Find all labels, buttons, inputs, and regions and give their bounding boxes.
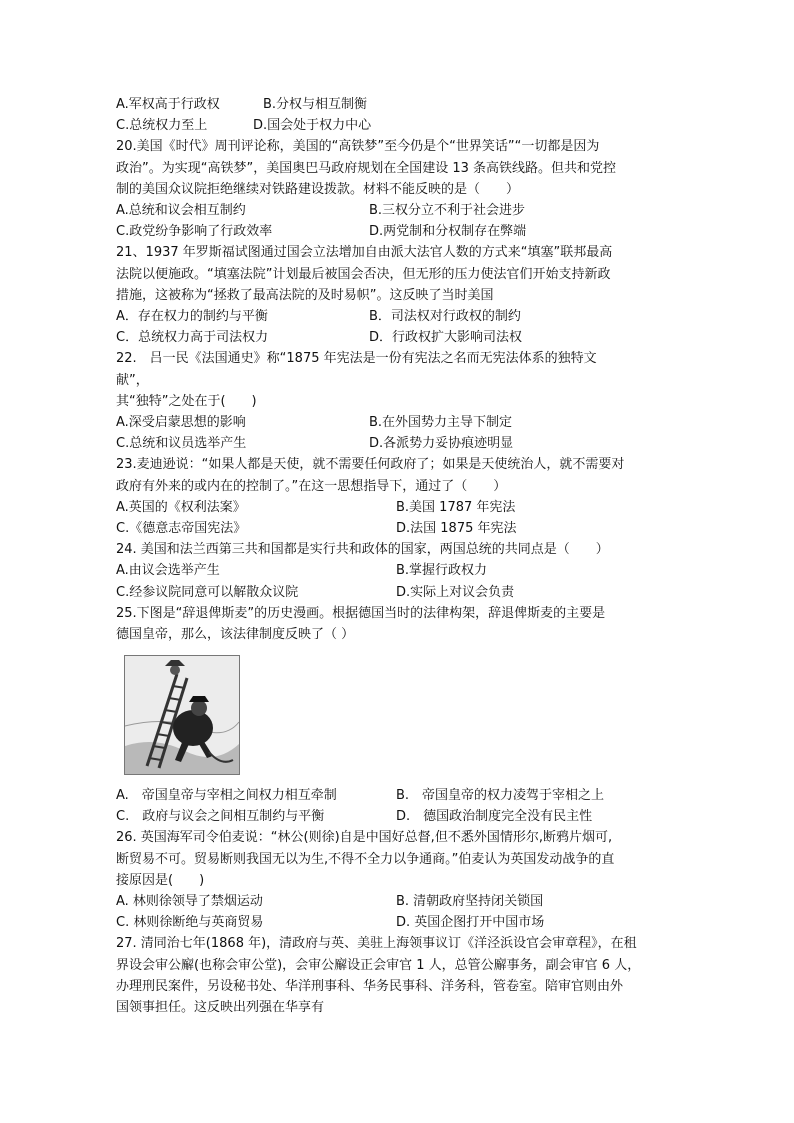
q26-stem-line: 断贸易不可。贸易断则我国无以为生,不得不全力以争通商。”伯麦认为英国发动战争的直	[116, 851, 615, 867]
q25-option-b: B. 帝国皇帝的权力凌驾于宰相之上	[396, 788, 605, 804]
q21-stem-line: 法院以便施政。“填塞法院”计划最后被国会否决，但无形的压力使法官们开始支持新政	[116, 266, 611, 282]
q24-option-b: B.掌握行政权力	[396, 563, 488, 579]
q20-stem-line: 制的美国众议院拒绝继续对铁路建设拨款。材料不能反映的是（ ）	[116, 181, 520, 197]
q22-options-row-1	[116, 412, 686, 433]
q23-stem-line: 政府有外来的或内在的控制了。”在这一思想指导下，通过了（ ）	[116, 478, 507, 494]
q21-options-row-2	[116, 327, 686, 348]
q27-stem-line: 界设会审公廨(也称会审公堂)，会审公廨设正会审官 1 人，总管公廨事务，副会审官 6 人，	[116, 957, 641, 973]
q24-options-row-1	[116, 560, 686, 581]
q23-options-row-2	[116, 518, 686, 539]
exam-page	[116, 94, 686, 1018]
q24-option-a: A.由议会选举产生	[116, 563, 220, 579]
q19-option-a: A.军权高于行政权	[116, 97, 220, 112]
q25-options-row-1	[116, 785, 686, 806]
q23-options-row-1	[116, 497, 686, 518]
q19-options-row-2	[116, 115, 686, 136]
q22-option-b: B.在外国势力主导下制定	[369, 414, 513, 430]
q25-option-d: D. 德国政治制度完全没有民主性	[396, 809, 593, 825]
q19-option-d: D.国会处于权力中心	[253, 118, 372, 134]
q22-option-d: D.各派势力妥协痕迹明显	[369, 436, 514, 452]
q25-option-a: A. 帝国皇帝与宰相之间权力相互牵制	[116, 788, 337, 804]
q23-option-c: C.《德意志帝国宪法》	[116, 520, 247, 536]
q26-stem-line: 26. 英国海军司令伯麦说：“林公(则徐)自是中国好总督,但不悉外国情形尔,断鸦片烟可,	[116, 830, 613, 846]
q25-stem-line: 德国皇帝，那么，该法律制度反映了（ ）	[116, 626, 355, 642]
q22-options-row-2	[116, 433, 686, 454]
q25-option-c: C. 政府与议会之间相互制约与平衡	[116, 809, 325, 825]
q20-option-a: A.总统和议会相互制约	[116, 202, 246, 218]
q21-option-d: D．行政权扩大影响司法权	[369, 330, 523, 346]
q27-stem-line: 办理刑民案件，另设秘书处、华洋刑事科、华务民事科、洋务科，管卷室。陪审官则由外	[116, 978, 624, 994]
q20-option-c: C.政党纷争影响了行政效率	[116, 224, 273, 240]
q27-stem-line: 27. 清同治七年(1868 年)，清政府与英、美驻上海领事议订《洋泾浜设官会审章程》，在租	[116, 936, 637, 952]
q23-stem-line: 23.麦迪逊说：“如果人都是天使，就不需要任何政府了；如果是天使统治人，就不需要对	[116, 457, 625, 473]
q21-option-b: B．司法权对行政权的制约	[369, 308, 521, 324]
q24-option-c: C.经参议院同意可以解散众议院	[116, 584, 299, 600]
q22-stem-line: 22. 吕一民《法国通史》称“1875 年宪法是一份有宪法之名而无宪法体系的独特文	[116, 351, 597, 367]
q20-option-d: D.两党制和分权制存在弊端	[369, 224, 527, 240]
q21-options-row-1	[116, 306, 686, 327]
q23-option-b: B.美国 1787 年宪法	[396, 499, 516, 515]
q21-option-a: A．存在权力的制约与平衡	[116, 308, 268, 324]
q21-option-c: C．总统权力高于司法权力	[116, 330, 269, 346]
bismarck-dismissal-cartoon	[124, 655, 240, 775]
q24-option-d: D.实际上对议会负责	[396, 584, 515, 600]
q24-options-row-2	[116, 582, 686, 603]
q20-options-row-1	[116, 200, 686, 221]
q21-stem-line: 措施，这被称为“拯救了最高法院的及时易帜”。这反映了当时美国	[116, 287, 494, 303]
q25-options-row-2	[116, 806, 686, 827]
q22-stem-line: 献”，	[116, 372, 149, 388]
q23-option-a: A.英国的《权利法案》	[116, 499, 246, 515]
q26-options-row-2	[116, 912, 686, 933]
q20-stem-line: 20.美国《时代》周刊评论称，美国的“高铁梦”至今仍是个“世界笑话”“一切都是因为	[116, 139, 600, 155]
q22-option-a: A.深受启蒙思想的影响	[116, 414, 246, 430]
q20-options-row-2	[116, 221, 686, 242]
q26-option-c: C. 林则徐断绝与英商贸易	[116, 915, 264, 931]
q26-option-d: D. 英国企图打开中国市场	[396, 915, 545, 931]
q26-options-row-1	[116, 891, 686, 912]
q22-option-c: C.总统和议员选举产生	[116, 436, 247, 452]
q24-stem-line: 24. 美国和法兰西第三共和国都是实行共和政体的国家，两国总统的共同点是（ ）	[116, 542, 609, 558]
q22-stem-line: 其“独特”之处在于( )	[116, 393, 257, 409]
cartoon-illustration	[125, 656, 239, 774]
q25-stem-line: 25.下图是“辞退俾斯麦”的历史漫画。根据德国当时的法律构架，辞退俾斯麦的主要是	[116, 605, 606, 621]
q27-stem-line: 国领事担任。这反映出列强在华享有	[116, 1000, 325, 1016]
q20-stem-line: 政治”。为实现“高铁梦”，美国奥巴马政府规划在全国建设 13 条高铁线路。但共和党控	[116, 160, 617, 176]
q19-options-row-1	[116, 94, 686, 115]
q19-option-c: C.总统权力至上	[116, 118, 208, 134]
q26-option-b: B. 清朝政府坚持闭关锁国	[396, 894, 544, 910]
q26-option-a: A. 林则徐领导了禁烟运动	[116, 894, 263, 910]
q23-option-d: D.法国 1875 年宪法	[396, 520, 517, 536]
q19-option-b: B.分权与相互制衡	[263, 97, 368, 112]
q20-option-b: B.三权分立不利于社会进步	[369, 202, 526, 218]
q26-stem-line: 接原因是( )	[116, 872, 205, 888]
q21-stem-line: 21、1937 年罗斯福试图通过国会立法增加自由派大法官人数的方式来“填塞”联邦最高	[116, 245, 613, 261]
